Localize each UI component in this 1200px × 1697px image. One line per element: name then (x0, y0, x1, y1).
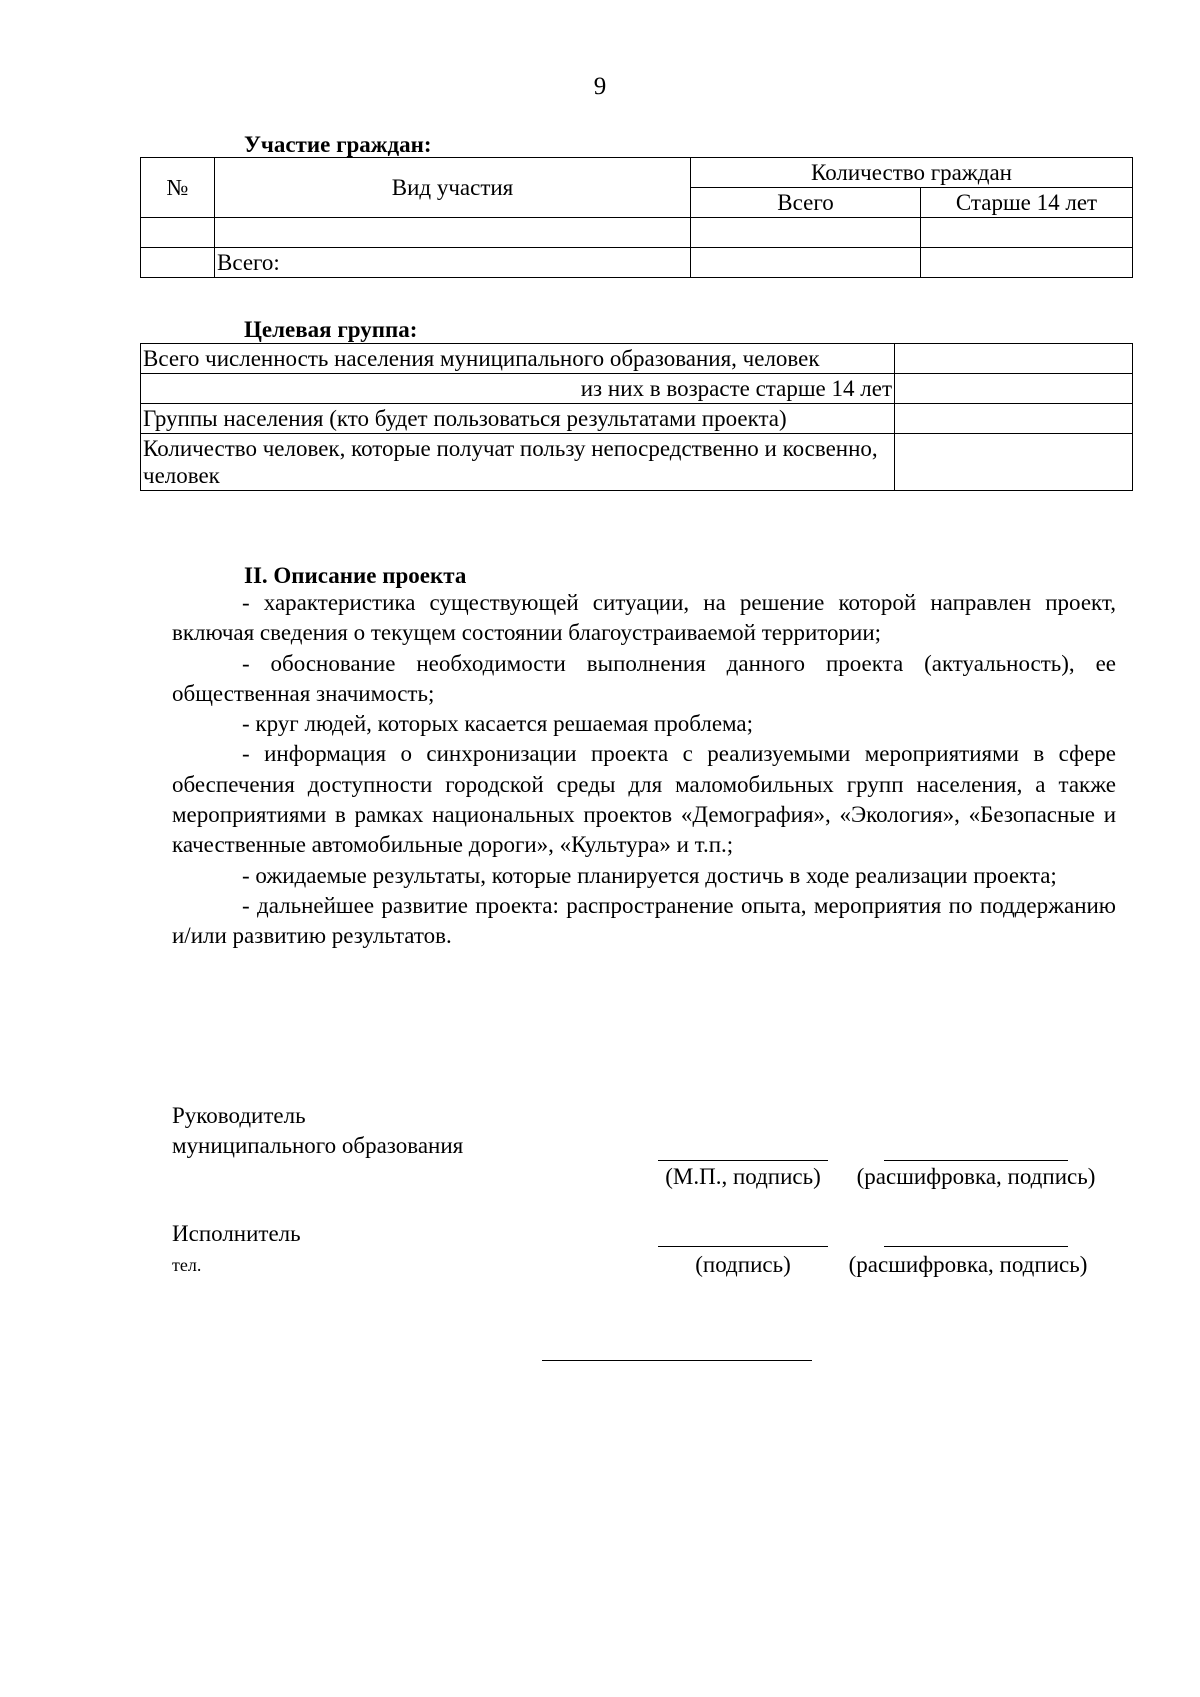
row-beneficiaries: Количество человек, которые получат пользу непосредственно и косвенно, человек (141, 434, 895, 491)
total-row-label: Всего: (215, 248, 691, 278)
description-title: II. Описание проекта (244, 563, 467, 588)
description-item-development: - дальнейшее развитие проекта: распространение опыта, мероприятия по поддержанию и/или развитию результатов. (172, 892, 1116, 949)
table-cell (895, 404, 1133, 434)
description-item-situation: - характеристика существующей ситуации, на решение которой направлен проект, включая сведения о текущем состоянии благоустраиваемой территории; (172, 590, 1116, 646)
table-cell (895, 434, 1133, 491)
header-participation-type: Вид участия (215, 158, 691, 218)
end-divider-line (542, 1360, 812, 1361)
header-num: № (141, 158, 215, 218)
table-cell (895, 374, 1133, 404)
phone-label: тел. (172, 1255, 202, 1275)
description-item-results: - ожидаемые результаты, которые планируется достичь в ходе реализации проекта; (242, 862, 1057, 888)
table-row (141, 404, 1133, 434)
table-row (141, 434, 1133, 491)
head-signature-line (658, 1160, 828, 1161)
table-cell (691, 218, 921, 248)
head-label-line1: Руководитель (172, 1103, 306, 1128)
head-caption-decoding: (расшифровка, подпись) (856, 1164, 1096, 1189)
executor-caption-signature: (подпись) (695, 1252, 791, 1277)
participation-header-row (141, 158, 1133, 188)
header-total: Всего (691, 188, 921, 218)
description-body (172, 588, 1116, 952)
table-cell (141, 218, 215, 248)
header-older-14: Старше 14 лет (921, 188, 1133, 218)
head-label-line2: муниципального образования (172, 1133, 464, 1158)
table-row (141, 344, 1133, 374)
row-population-groups: Группы населения (кто будет пользоваться результатами проекта) (141, 404, 895, 434)
table-row (141, 374, 1133, 404)
table-cell (921, 248, 1133, 278)
description-item-synchronization: - информация о синхронизации проекта с реализуемыми мероприятиями в сфере обеспечения доступности городской среды для маломобильных групп населения, а также мероприятиями в рамках национальных проектов «Демография», «Экология», «Безопасные и качественные автомобильные дороги», «Культура» и т.п.; (172, 741, 1116, 858)
target-group-title: Целевая группа: (244, 317, 418, 342)
executor-caption-decoding: (расшифровка, подпись) (848, 1252, 1088, 1277)
page-number: 9 (593, 73, 607, 100)
row-older-14: из них в возрасте старше 14 лет (141, 374, 895, 404)
target-group-table (140, 343, 1133, 491)
table-cell (895, 344, 1133, 374)
description-item-people: - круг людей, которых касается решаемая проблема; (242, 711, 754, 737)
header-citizen-count: Количество граждан (691, 158, 1133, 188)
participation-title: Участие граждан: (244, 132, 432, 157)
table-cell (921, 218, 1133, 248)
table-cell (215, 218, 691, 248)
table-cell (141, 248, 215, 278)
table-row (141, 218, 1133, 248)
executor-signature-line (658, 1246, 828, 1247)
participation-table (140, 157, 1133, 278)
row-total-population: Всего численность населения муниципального образования, человек (141, 344, 895, 374)
head-decoding-line (884, 1160, 1068, 1161)
head-caption-signature: (М.П., подпись) (665, 1164, 821, 1189)
participation-total-row (141, 248, 1133, 278)
description-item-justification: - обоснование необходимости выполнения данного проекта (актуальность), ее общественная значимость; (172, 650, 1116, 706)
table-cell (691, 248, 921, 278)
executor-decoding-line (884, 1246, 1068, 1247)
executor-label: Исполнитель (172, 1221, 301, 1246)
